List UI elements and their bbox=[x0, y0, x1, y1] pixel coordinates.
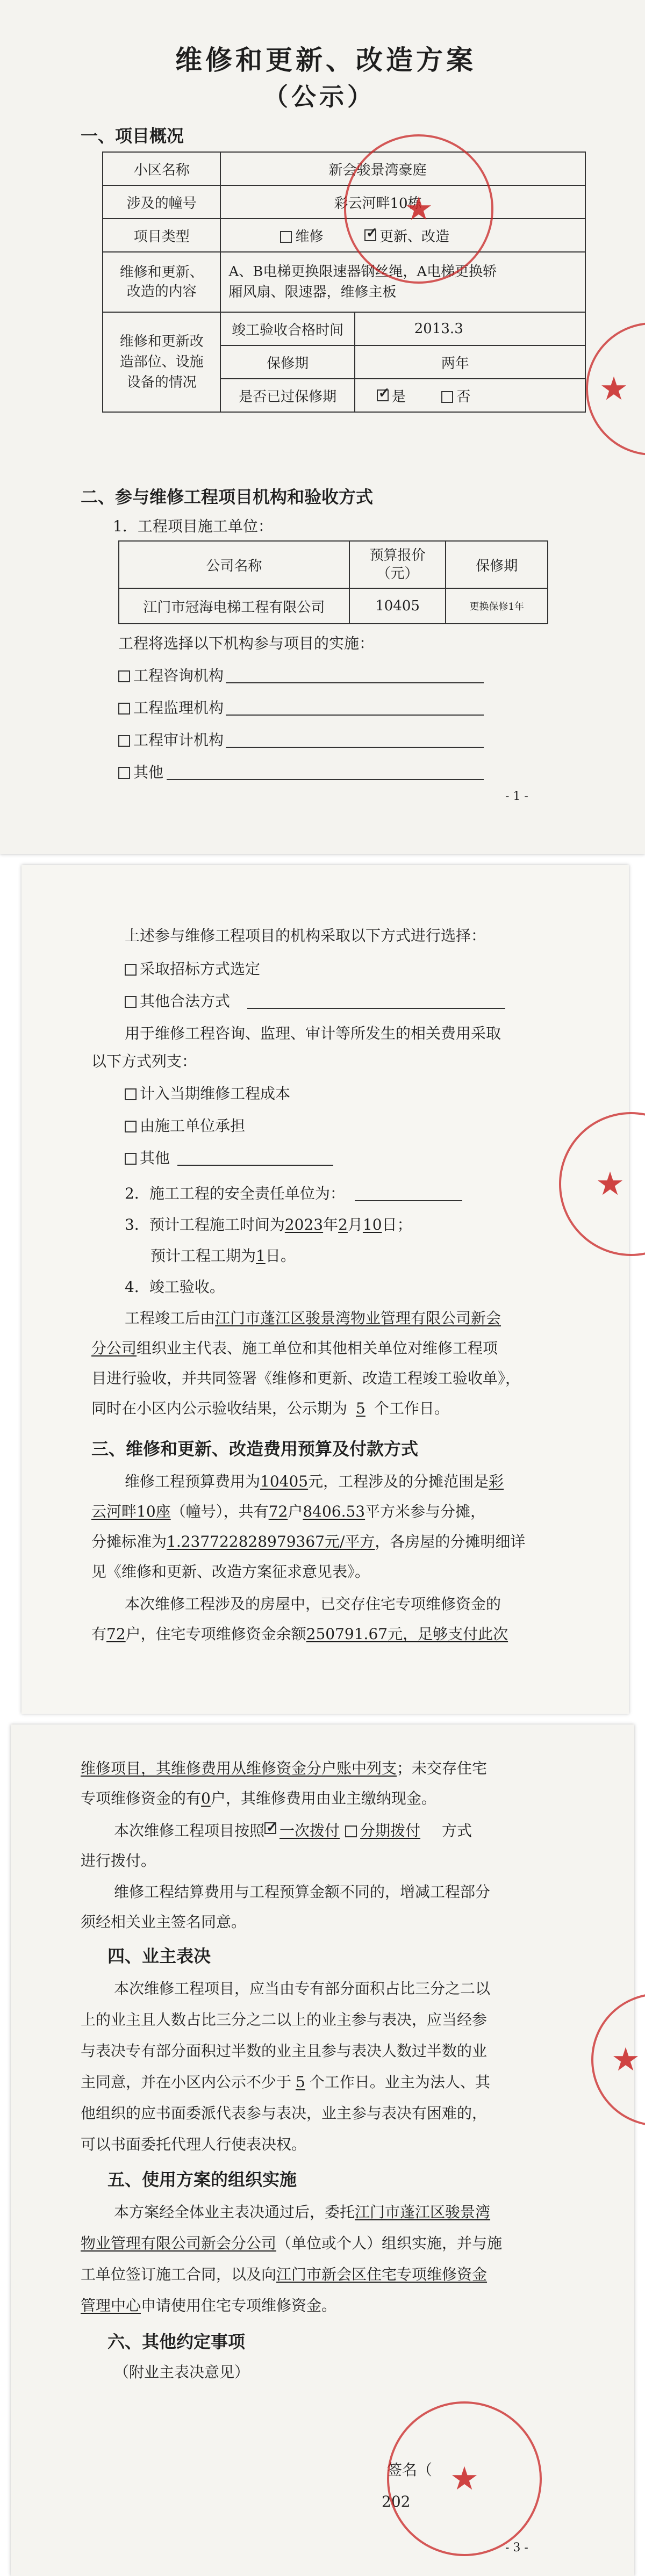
fee-opt-2-label: 由施工单位承担 bbox=[140, 1117, 246, 1135]
section-4-heading: 四、业主表决 bbox=[108, 1946, 211, 1966]
safety-unit-blank bbox=[355, 1200, 462, 1201]
expired-no-checkbox[interactable] bbox=[441, 391, 453, 403]
budget-standard-value: 1.237722828979367元/平方 bbox=[167, 1533, 375, 1550]
impl-line3-prefix: 工单位签订施工合同，以及向 bbox=[81, 2265, 277, 2283]
org-other-label: 其他 bbox=[133, 763, 164, 781]
org-audit-blank bbox=[226, 747, 484, 748]
repair-option-label: 维修 bbox=[295, 228, 324, 245]
period-line bbox=[150, 1244, 296, 1266]
fee-opt-2-checkbox[interactable] bbox=[125, 1121, 137, 1132]
budget-area: 8406.53 bbox=[303, 1503, 366, 1520]
content-label-line1: 维修和更新、 bbox=[119, 264, 204, 280]
budget-households: 72 bbox=[268, 1503, 288, 1520]
signature-label: 签名（ bbox=[387, 2461, 433, 2479]
budget-households-unit: 户 bbox=[288, 1503, 303, 1520]
expense-source: 维修项目，其维修费用从维修资金分户账中列支 bbox=[81, 1759, 397, 1777]
attachment-note: （附业主表决意见） bbox=[114, 2363, 250, 2381]
budget-standard-end: ，各房屋的分摊明细详 bbox=[375, 1533, 526, 1550]
opt-other-label: 其他合法方式 bbox=[140, 992, 231, 1010]
vote-line6: 可以书面委托代理人行使表决权。 bbox=[81, 2135, 307, 2153]
fee-opt-3-row bbox=[125, 1146, 170, 1168]
company-seal: ★ bbox=[387, 2401, 542, 2556]
expired-label: 是否已过保修期 bbox=[220, 379, 354, 412]
org-other-blank bbox=[167, 779, 484, 780]
content-label-line2: 改造的内容 bbox=[126, 284, 197, 300]
facility-label-line3: 设备的情况 bbox=[126, 374, 197, 391]
schedule-month: 2 bbox=[338, 1216, 348, 1233]
section-2-heading: 二、参与维修工程项目机构和验收方式 bbox=[81, 487, 374, 507]
pay-split-label: 分期拨付 bbox=[360, 1822, 421, 1839]
community-label: 小区名称 bbox=[103, 152, 220, 185]
budget-standard-prefix: 分摊标准为 bbox=[91, 1533, 167, 1550]
schedule-day-unit: 日； bbox=[382, 1216, 412, 1233]
warranty-header: 保修期 bbox=[446, 541, 548, 588]
section-1-heading: 一、项目概况 bbox=[81, 126, 184, 146]
acceptance-participants: 组织业主代表、施工单位和其他相关单位 bbox=[137, 1339, 408, 1357]
contractor-table bbox=[118, 540, 548, 624]
community-value: 新会骏景湾豪庭 bbox=[220, 152, 585, 185]
expired-no-label: 否 bbox=[456, 388, 471, 405]
expense-line2 bbox=[81, 1787, 436, 1808]
budget-line4: 见《维修和更新、改造方案征求意见表》。 bbox=[91, 1563, 370, 1581]
opt-bid-checkbox[interactable] bbox=[125, 964, 137, 976]
building-label: 涉及的幢号 bbox=[103, 185, 220, 219]
budget-building-unit: （幢号），共有 bbox=[170, 1503, 269, 1520]
vote-publicity-prefix: 主同意，并在小区内公示不少于 bbox=[81, 2073, 292, 2091]
org-supervise-row bbox=[118, 696, 224, 718]
pay-once-checkbox[interactable] bbox=[264, 1822, 276, 1834]
acceptance-line3: 目进行验收，并共同签署《维修和更新、改造工程竣工验收单》， bbox=[91, 1369, 521, 1387]
company-seal: ★ bbox=[344, 134, 493, 284]
impl-line1 bbox=[114, 2200, 490, 2222]
warranty-label: 保修期 bbox=[220, 345, 354, 379]
acceptance-heading: 4．竣工验收。 bbox=[125, 1278, 225, 1296]
expired-options bbox=[355, 379, 585, 412]
price-cell: 10405 bbox=[349, 588, 446, 624]
vote-line4 bbox=[81, 2070, 490, 2092]
org-consult-row bbox=[118, 664, 224, 686]
fund-prefix: 有 bbox=[91, 1625, 107, 1643]
opt-other-checkbox[interactable] bbox=[125, 996, 137, 1008]
fee-opt-3-blank bbox=[177, 1165, 333, 1166]
fund-households: 72 bbox=[106, 1625, 126, 1643]
company-cell: 江门市冠海电梯工程有限公司 bbox=[119, 588, 349, 624]
page-subtitle: （公示） bbox=[263, 82, 375, 111]
company-seal-edge: ★ bbox=[586, 322, 645, 456]
fee-opt-1-label: 计入当期维修工程成本 bbox=[140, 1085, 291, 1102]
acceptance-company-suffix: 分公司 bbox=[91, 1339, 137, 1357]
page-1 bbox=[0, 0, 645, 854]
unpaid-end: 户，其维修费用由业主缴纳现金。 bbox=[210, 1790, 436, 1807]
project-overview-table bbox=[102, 151, 586, 413]
period-prefix: 预计工程工期为 bbox=[150, 1247, 256, 1265]
acceptance-line4-end: 个工作日。 bbox=[374, 1399, 449, 1417]
vote-line2: 上的业主且人数占比三分之二以上的业主参与表决，应当经参 bbox=[81, 2011, 488, 2029]
fund-end: 元，足够支付此次 bbox=[388, 1625, 508, 1643]
org-other-checkbox[interactable] bbox=[118, 767, 130, 779]
facility-label bbox=[103, 312, 220, 412]
schedule-day: 10 bbox=[362, 1216, 382, 1233]
company-seal-edge: ★ bbox=[559, 1112, 645, 1256]
impl-company: 江门市蓬江区骏景湾 bbox=[355, 2203, 491, 2221]
org-selection-intro: 上述参与维修工程项目的机构采取以下方式进行选择： bbox=[125, 927, 486, 944]
acceptance-line1 bbox=[125, 1307, 501, 1328]
acceptance-line2-end: 对维修工程项 bbox=[407, 1339, 498, 1357]
fee-text-line1: 用于维修工程咨询、监理、审计等所发生的相关费用采取 bbox=[125, 1024, 501, 1042]
facility-label-line1: 维修和更新改 bbox=[119, 334, 204, 350]
opt-other-blank bbox=[247, 1008, 505, 1009]
update-option-label: 更新、改造 bbox=[379, 228, 450, 245]
vote-publicity-end: 个工作日。业主为法人、其 bbox=[309, 2073, 490, 2091]
org-audit-label: 工程审计机构 bbox=[133, 731, 224, 749]
period-unit: 日。 bbox=[265, 1247, 296, 1265]
org-audit-row bbox=[118, 728, 224, 750]
org-supervise-blank bbox=[226, 715, 484, 716]
expired-yes-checkbox[interactable] bbox=[377, 389, 389, 401]
acceptance-line2 bbox=[91, 1337, 498, 1358]
completion-value: 2013.3 bbox=[355, 312, 585, 345]
schedule-month-unit: 月 bbox=[347, 1216, 363, 1233]
expense-line1-end: ；未交存住宅 bbox=[397, 1759, 488, 1777]
vote-line5: 他组织的应书面委派代表参与表决，业主参与表决有困难的， bbox=[81, 2104, 488, 2122]
budget-prefix: 维修工程预算费用为 bbox=[125, 1473, 261, 1490]
schedule-year-unit: 年 bbox=[323, 1216, 339, 1233]
payment-prefix: 本次维修工程项目按照 bbox=[114, 1822, 265, 1839]
org-consult-checkbox[interactable] bbox=[118, 670, 130, 682]
opt-bid-label: 采取招标方式选定 bbox=[140, 960, 261, 978]
opt-other-row bbox=[125, 990, 230, 1011]
org-supervise-checkbox[interactable] bbox=[118, 703, 130, 715]
fund-balance-text: 户，住宅专项维修资金余额 bbox=[125, 1625, 306, 1643]
schedule-year: 2023 bbox=[284, 1216, 324, 1233]
fund-balance: 250791.67 bbox=[306, 1625, 388, 1643]
content-label bbox=[103, 252, 220, 312]
facility-label-line2: 造部位、设施 bbox=[119, 354, 204, 370]
impl-fund-center-suffix: 管理中心 bbox=[81, 2297, 141, 2314]
section-5-heading: 五、使用方案的组织实施 bbox=[108, 2169, 297, 2190]
fee-opt-2-row bbox=[125, 1114, 245, 1136]
contractor-item-heading: 1．工程项目施工单位： bbox=[113, 517, 273, 535]
page-2 bbox=[22, 865, 629, 1714]
payment-method-word: 方式 bbox=[442, 1822, 472, 1839]
pay-once-label: 一次拨付 bbox=[280, 1822, 340, 1839]
building-value: 彩云河畔10栋 bbox=[220, 185, 585, 219]
opt-bid-row bbox=[125, 957, 260, 979]
org-consult-blank bbox=[226, 682, 484, 683]
budget-scope-start: 彩 bbox=[489, 1473, 504, 1490]
completion-label: 竣工验收合格时间 bbox=[220, 312, 354, 345]
fee-opt-3-checkbox[interactable] bbox=[125, 1153, 137, 1165]
price-header bbox=[349, 541, 446, 588]
warranty-cell: 更换保修1年 bbox=[446, 588, 548, 624]
org-other-row bbox=[118, 761, 163, 782]
company-seal-edge: ★ bbox=[591, 1993, 645, 2126]
page-number: - 3 - bbox=[505, 2541, 528, 2555]
repair-checkbox[interactable] bbox=[280, 231, 292, 243]
choose-org-text: 工程将选择以下机构参与项目的实施： bbox=[118, 634, 375, 652]
impl-line2 bbox=[81, 2232, 502, 2253]
vote-publicity-days: 5 bbox=[296, 2073, 305, 2091]
impl-fund-center: 江门市新会区住宅专项维修资金 bbox=[276, 2265, 488, 2283]
acceptance-days: 5 bbox=[356, 1399, 366, 1417]
unpaid-prefix: 专项维修资金的有 bbox=[81, 1790, 202, 1807]
impl-line4-end: 申请使用住宅专项维修资金。 bbox=[141, 2297, 337, 2314]
org-audit-checkbox[interactable] bbox=[118, 735, 130, 747]
page-3 bbox=[11, 1724, 640, 2576]
content-value-line1: A、B电梯更换限速器钢丝绳，A电梯更换轿 bbox=[228, 264, 497, 280]
budget-amount: 10405 bbox=[260, 1473, 309, 1490]
section-3-heading: 三、维修和更新、改造费用预算及付款方式 bbox=[91, 1439, 419, 1459]
fund-line1: 本次维修工程涉及的房屋中，已交存住宅专项维修资金的 bbox=[125, 1595, 501, 1613]
impl-line1-prefix: 本方案经全体业主表决通过后，委托 bbox=[114, 2203, 355, 2221]
price-header-line2: （元） bbox=[376, 566, 419, 582]
impl-line3 bbox=[81, 2263, 487, 2284]
company-header: 公司名称 bbox=[119, 541, 349, 588]
type-label: 项目类型 bbox=[103, 219, 220, 252]
fee-opt-3-label: 其他 bbox=[140, 1149, 170, 1167]
fund-line2 bbox=[91, 1622, 508, 1644]
safety-unit-text: 2．施工工程的安全责任单位为： bbox=[125, 1185, 345, 1202]
impl-line4 bbox=[81, 2294, 336, 2315]
pay-split-checkbox[interactable] bbox=[345, 1825, 357, 1837]
period-value: 1 bbox=[256, 1247, 266, 1265]
section-6-heading: 六、其他约定事项 bbox=[108, 2332, 246, 2352]
content-value-line2: 厢风扇、限速器，维修主板 bbox=[228, 284, 397, 300]
fee-opt-1-checkbox[interactable] bbox=[125, 1088, 137, 1100]
acceptance-line4-prefix: 同时在小区内公示验收结果，公示期为 bbox=[91, 1399, 348, 1417]
acceptance-company: 江门市蓬江区骏景湾物业管理有限公司新会 bbox=[215, 1309, 501, 1327]
budget-area-unit: 平方米参与分摊， bbox=[365, 1503, 486, 1520]
expense-line1 bbox=[81, 1757, 487, 1778]
fee-opt-1-row bbox=[125, 1082, 290, 1103]
impl-company-suffix: 物业管理有限公司新会分公司 bbox=[81, 2234, 277, 2252]
budget-scope-building: 云河畔10座 bbox=[91, 1503, 171, 1520]
payment-end: 进行拨付。 bbox=[81, 1852, 156, 1870]
fee-text-line2: 以下方式列支： bbox=[91, 1052, 197, 1070]
page-number: - 1 - bbox=[505, 790, 528, 803]
org-supervise-label: 工程监理机构 bbox=[133, 699, 224, 717]
budget-line1 bbox=[125, 1470, 504, 1491]
schedule-line bbox=[125, 1213, 412, 1235]
settle-line1: 维修工程结算费用与工程预算金额不同的，增减工程部分 bbox=[114, 1883, 491, 1901]
budget-line3 bbox=[91, 1530, 525, 1552]
vote-line3: 与表决专有部分面积过半数的业主且参与表决人数过半数的业 bbox=[81, 2042, 488, 2060]
schedule-prefix: 3．预计工程施工时间为 bbox=[125, 1216, 285, 1233]
signature-date: 202 bbox=[382, 2493, 411, 2510]
payment-line bbox=[114, 1819, 472, 1841]
acceptance-line1-prefix: 工程竣工后由 bbox=[125, 1309, 216, 1327]
budget-line2 bbox=[91, 1500, 485, 1521]
expired-yes-label: 是 bbox=[391, 388, 406, 405]
page-title: 维修和更新、改造方案 bbox=[175, 44, 476, 76]
vote-line1: 本次维修工程项目，应当由专有部分面积占比三分之二以 bbox=[114, 1980, 491, 1997]
impl-line2-end: （单位或个人）组织实施，并与施 bbox=[276, 2234, 503, 2252]
budget-scope-text: 元，工程涉及的分摊范围是 bbox=[308, 1473, 489, 1490]
warranty-value: 两年 bbox=[355, 345, 585, 379]
price-header-line1: 预算报价 bbox=[369, 547, 426, 564]
acceptance-line4 bbox=[91, 1397, 449, 1418]
settle-line2: 须经相关业主签名同意。 bbox=[81, 1913, 247, 1931]
org-consult-label: 工程咨询机构 bbox=[133, 667, 224, 684]
unpaid-households: 0 bbox=[201, 1790, 211, 1807]
